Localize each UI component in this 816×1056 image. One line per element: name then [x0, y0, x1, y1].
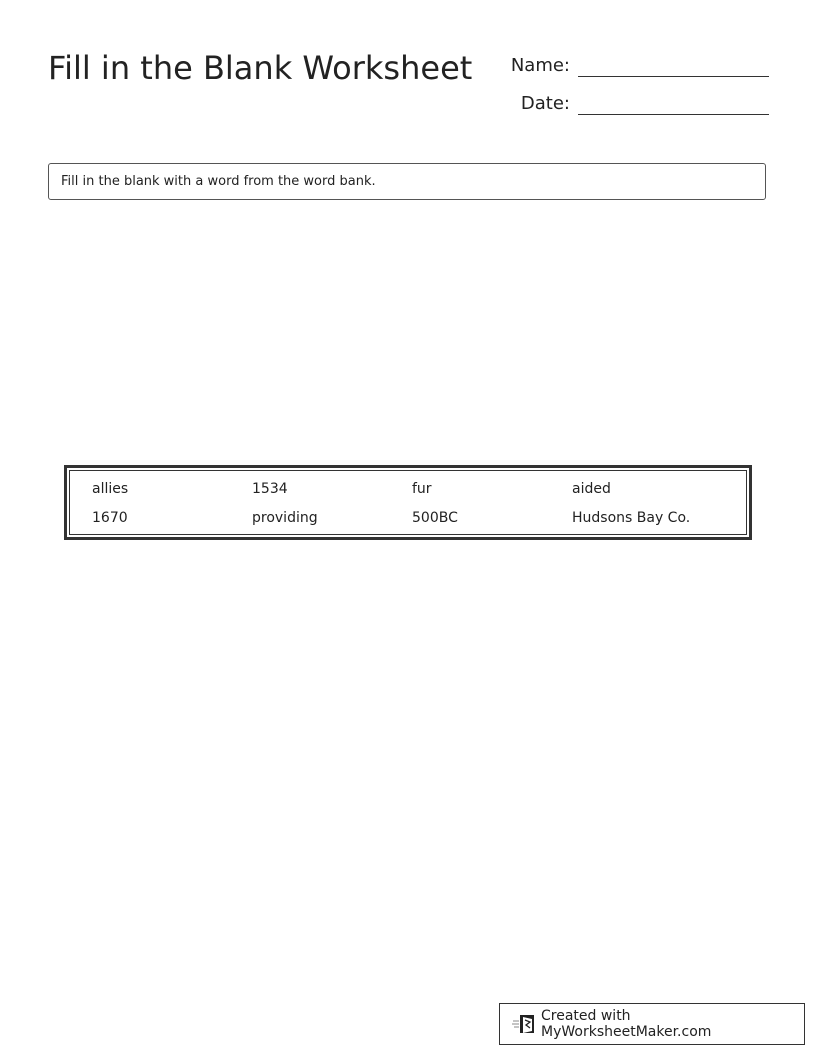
- instructions-text: Fill in the blank with a word from the word bank.: [61, 174, 376, 189]
- name-input-line[interactable]: [578, 54, 769, 77]
- word-bank-item: 1534: [252, 481, 288, 497]
- word-bank-item: providing: [252, 510, 318, 526]
- word-bank: [64, 465, 752, 540]
- word-bank-item: Hudsons Bay Co.: [572, 510, 691, 526]
- myworksheetmaker-logo-icon: [512, 1013, 536, 1035]
- footer-credit[interactable]: [499, 1003, 805, 1045]
- word-bank-item: allies: [92, 481, 129, 497]
- footer-text: Created with MyWorksheetMaker.com: [541, 1008, 712, 1040]
- date-label: Date:: [520, 93, 570, 114]
- instructions-box: [48, 163, 766, 200]
- name-field: [508, 54, 769, 77]
- date-input-line[interactable]: [578, 92, 769, 115]
- word-bank-item: aided: [572, 481, 611, 497]
- word-bank-item: fur: [412, 481, 432, 497]
- word-bank-grid: [69, 470, 747, 535]
- name-label: Name:: [510, 55, 570, 76]
- word-bank-item: 500BC: [412, 510, 458, 526]
- page-title: Fill in the Blank Worksheet: [48, 49, 473, 87]
- date-field: [508, 92, 769, 115]
- word-bank-item: 1670: [92, 510, 128, 526]
